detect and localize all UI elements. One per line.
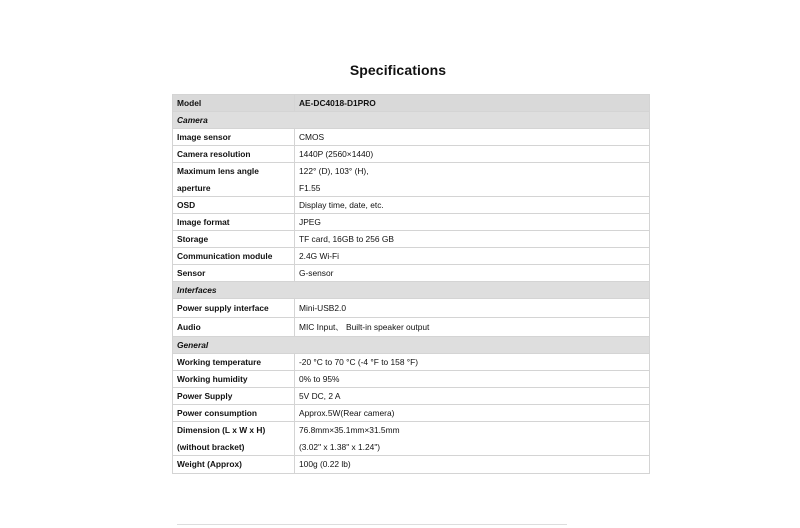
row-value: MIC Input、 Built-in speaker output bbox=[295, 318, 650, 337]
row-label: Power consumption bbox=[173, 405, 295, 422]
table-row bbox=[173, 146, 650, 163]
table-row bbox=[173, 197, 650, 214]
row-label: Sensor bbox=[173, 265, 295, 282]
row-value-line1: 122° (D), 103° (H), bbox=[299, 165, 369, 176]
table-row bbox=[173, 248, 650, 265]
table-row bbox=[173, 129, 650, 146]
row-label bbox=[173, 422, 295, 456]
row-value-line2: F1.55 bbox=[299, 182, 321, 193]
row-value: JPEG bbox=[295, 214, 650, 231]
row-label: Power supply interface bbox=[173, 299, 295, 318]
row-label: Image sensor bbox=[173, 129, 295, 146]
page-title: Specifications bbox=[349, 62, 447, 78]
table-header-row bbox=[173, 95, 650, 112]
section-interfaces bbox=[173, 282, 650, 299]
row-label: Camera resolution bbox=[173, 146, 295, 163]
row-value: 5V DC, 2 A bbox=[295, 388, 650, 405]
row-label bbox=[173, 163, 295, 197]
row-value-line1: 76.8mm×35.1mm×31.5mm bbox=[299, 424, 400, 435]
table-row bbox=[173, 318, 650, 337]
row-value-line2: (3.02" x 1.38" x 1.24") bbox=[299, 441, 381, 452]
row-value: Approx.5W(Rear camera) bbox=[295, 405, 650, 422]
row-label-line1: Maximum lens angle bbox=[177, 165, 259, 176]
row-value: CMOS bbox=[295, 129, 650, 146]
row-value: TF card, 16GB to 256 GB bbox=[295, 231, 650, 248]
table-row bbox=[173, 456, 650, 474]
section-camera bbox=[173, 112, 650, 129]
row-label-line1: Dimension (L x W x H) bbox=[177, 424, 266, 435]
table-row bbox=[173, 163, 650, 197]
specifications-table bbox=[172, 94, 650, 474]
row-label: Working temperature bbox=[173, 354, 295, 371]
table-row bbox=[173, 231, 650, 248]
row-value: -20 °C to 70 °C (-4 °F to 158 °F) bbox=[295, 354, 650, 371]
table-row bbox=[173, 371, 650, 388]
section-general-title: General bbox=[173, 337, 650, 354]
row-value: 1440P (2560×1440) bbox=[295, 146, 650, 163]
row-value bbox=[295, 422, 650, 456]
table-row bbox=[173, 405, 650, 422]
row-label-line2: aperture bbox=[177, 182, 211, 193]
row-label: Storage bbox=[173, 231, 295, 248]
model-label: Model bbox=[173, 95, 295, 112]
row-label: OSD bbox=[173, 197, 295, 214]
row-label: Communication module bbox=[173, 248, 295, 265]
row-value: 100g (0.22 lb) bbox=[295, 456, 650, 474]
row-label: Working humidity bbox=[173, 371, 295, 388]
row-label: Image format bbox=[173, 214, 295, 231]
row-label: Audio bbox=[173, 318, 295, 337]
row-value: 2.4G Wi-Fi bbox=[295, 248, 650, 265]
row-label: Weight (Approx) bbox=[173, 456, 295, 474]
row-value: G-sensor bbox=[295, 265, 650, 282]
row-value bbox=[295, 163, 650, 197]
table-row bbox=[173, 214, 650, 231]
section-general bbox=[173, 337, 650, 354]
table-row bbox=[173, 388, 650, 405]
table-row bbox=[173, 265, 650, 282]
table-row bbox=[173, 422, 650, 456]
row-value: Display time, date, etc. bbox=[295, 197, 650, 214]
page-bottom-divider bbox=[177, 524, 567, 525]
section-interfaces-title: Interfaces bbox=[173, 282, 650, 299]
row-value: 0% to 95% bbox=[295, 371, 650, 388]
row-label: Power Supply bbox=[173, 388, 295, 405]
table-row bbox=[173, 299, 650, 318]
row-value: Mini-USB2.0 bbox=[295, 299, 650, 318]
row-label-line2: (without bracket) bbox=[177, 441, 245, 452]
table-row bbox=[173, 354, 650, 371]
section-camera-title: Camera bbox=[173, 112, 650, 129]
model-value: AE-DC4018-D1PRO bbox=[295, 95, 650, 112]
